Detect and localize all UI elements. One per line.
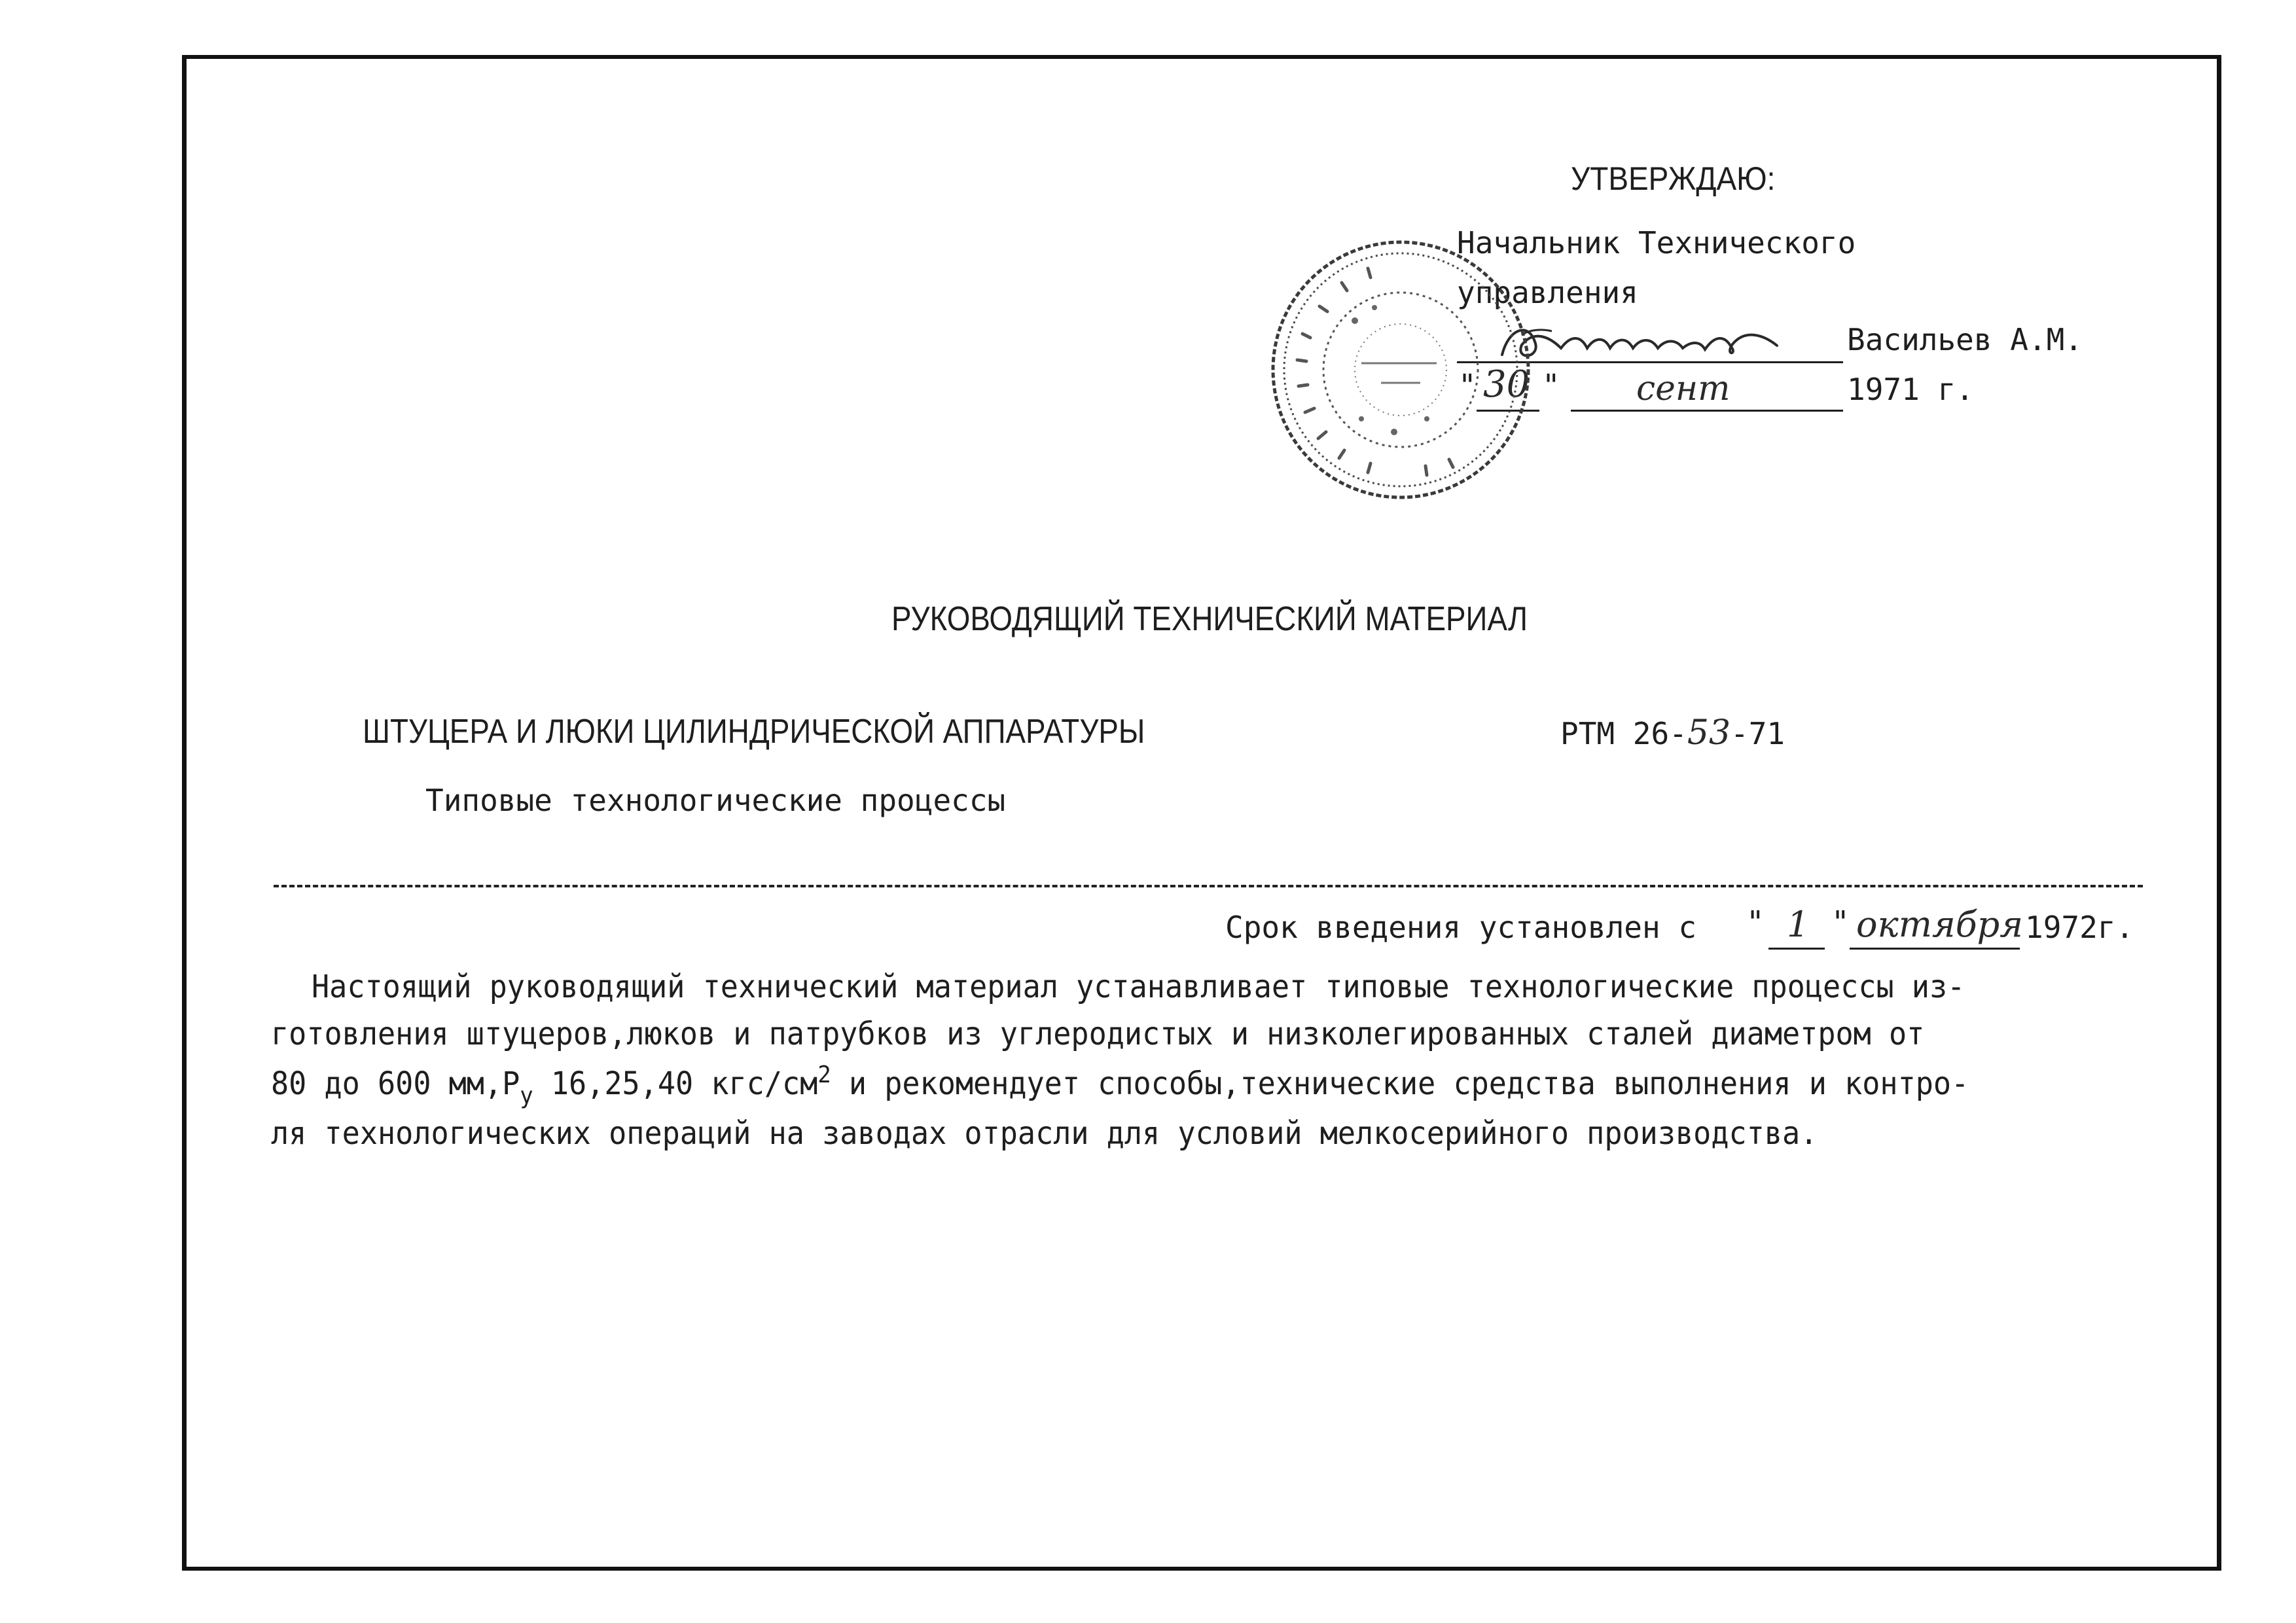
document-code-number: 53	[1687, 713, 1731, 753]
document-subtitle: Типовые технологические процессы	[425, 783, 1006, 818]
effective-year: 1972г.	[2025, 910, 2134, 945]
effective-open-quote: "	[1746, 904, 1765, 940]
approval-date-year: 1971 г.	[1847, 372, 1974, 407]
document-type: РУКОВОДЯЩИЙ ТЕХНИЧЕСКИЙ МАТЕРИАЛ	[891, 600, 1528, 638]
approval-date-month: сент	[1636, 369, 1731, 408]
body-line-3-part-a: 80 до 600 мм,Р	[271, 1065, 520, 1102]
body-line-3-part-c: и рекомендует способы,технические средства выполнения и контро-	[831, 1065, 1969, 1102]
effective-day-line	[1768, 948, 1825, 950]
pressure-subscript: у	[520, 1082, 533, 1109]
body-line-1: Настоящий руководящий технический материал устанавливает типовые технологические процессы из-	[312, 969, 1965, 1005]
date-close-quote: "	[1542, 368, 1560, 403]
separator-rule	[274, 885, 2143, 887]
approval-position-line1: Начальник Технического	[1457, 225, 1856, 260]
effective-month-line	[1850, 948, 2020, 950]
approval-signatory: Васильев А.М.	[1847, 322, 2083, 357]
effective-month: октября	[1856, 904, 2023, 945]
effective-day: 1	[1787, 904, 1810, 945]
official-seal-stamp	[1263, 223, 1538, 517]
document-code-suffix: -71	[1731, 716, 1785, 751]
effective-date-prefix: Срок введения установлен с	[1225, 910, 1697, 945]
approval-heading: УТВЕРЖДАЮ:	[1571, 160, 1776, 197]
body-line-2: готовления штуцеров,люков и патрубков из углеродистых и низколегированных сталей диаметром от	[271, 1016, 1925, 1052]
document-code-prefix: РТМ 26-	[1560, 716, 1687, 751]
document-code	[1560, 713, 1785, 753]
date-open-quote: "	[1458, 368, 1477, 403]
date-month-line	[1571, 410, 1843, 412]
document-title: ШТУЦЕРА И ЛЮКИ ЦИЛИНДРИЧЕСКОЙ АППАРАТУРЫ	[363, 713, 1145, 751]
approval-date-day: 30	[1483, 363, 1530, 406]
body-line-3-part-b: 16,25,40 кгс/см	[533, 1065, 818, 1102]
effective-close-quote: "	[1831, 904, 1850, 940]
signature-mark	[1489, 315, 1856, 368]
body-line-3	[271, 1061, 1969, 1109]
approval-position-line2: управления	[1457, 275, 1638, 310]
body-line-4: ля технологических операций на заводах отрасли для условий мелкосерийного производства.	[271, 1115, 1818, 1152]
unit-superscript: 2	[817, 1061, 831, 1088]
